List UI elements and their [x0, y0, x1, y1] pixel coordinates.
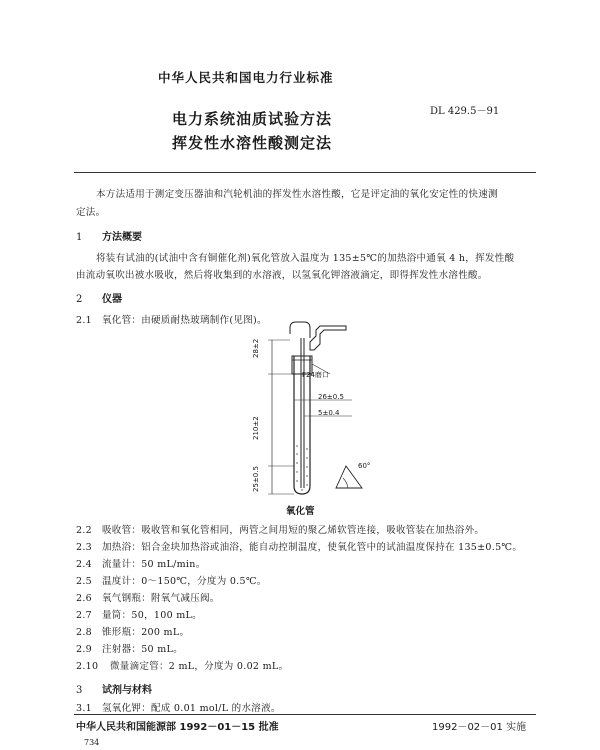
item-2-9: [76, 641, 183, 655]
footer-divider: [74, 714, 536, 715]
section-title: 仪器: [102, 294, 122, 305]
item-text: 吸收管：吸收管和氧化管相同，两管之间用短的聚乙烯软管连接，吸收管装在加热浴外。: [102, 525, 485, 536]
item-text: 氧化管：由硬质耐热玻璃制作(见图)。: [102, 315, 267, 326]
top-inlet: [290, 322, 310, 338]
item-number: 2.2: [76, 525, 93, 536]
side-arm: [310, 326, 346, 350]
header-divider: [74, 172, 536, 173]
item-2-6: [76, 590, 220, 604]
implementation-date: 1992－02－01 实施: [432, 722, 527, 733]
label-angle: 60°: [358, 462, 371, 470]
item-2-5: [76, 573, 267, 587]
item-text: 氧气钢瓶：附氧气减压阀。: [102, 593, 220, 604]
oxidation-tube-figure: [250, 316, 380, 500]
item-2-4: [76, 556, 206, 570]
item-number: 2.3: [76, 542, 93, 553]
item-number: 3.1: [76, 703, 93, 714]
approval-info: 中华人民共和国能源部 1992－01－15 批准: [76, 722, 279, 733]
section-1-heading: [76, 228, 142, 243]
item-number: 2.6: [76, 593, 93, 604]
document-title-line1: 电力系统油质试验方法: [172, 110, 333, 128]
section-number: 1: [76, 232, 83, 243]
label-outer-diameter: 26±0.5: [318, 393, 344, 401]
item-2-3: [76, 539, 522, 553]
intro-line2: 定法。: [76, 207, 106, 218]
item-2-1: [76, 312, 267, 326]
standard-title: 中华人民共和国电力行业标准: [158, 70, 334, 85]
label-height-top: 28±2: [252, 338, 260, 358]
intro-line1: 本方法适用于测定变压器油和汽轮机油的挥发性水溶性酸，它是评定油的氧化安定性的快速测: [96, 189, 498, 200]
item-text: 注射器：50 mL。: [102, 644, 183, 655]
item-3-1: [76, 700, 281, 714]
item-2-10: [76, 658, 288, 672]
item-text: 量筒：50，100 mL。: [102, 610, 202, 621]
item-number: 2.7: [76, 610, 93, 621]
item-text: 微量滴定管：2 mL，分度为 0.02 mL。: [110, 661, 289, 672]
item-text: 流量计：50 mL/min。: [102, 559, 206, 570]
section-title: 方法概要: [102, 232, 142, 243]
oil-sample: [296, 445, 307, 490]
item-2-2: [76, 522, 484, 536]
figure-caption: 氧化管: [286, 506, 315, 517]
item-text: 锥形瓶：200 mL。: [102, 627, 190, 638]
label-ground-joint: F24磨口: [302, 371, 329, 379]
section-3-heading: [76, 681, 152, 696]
document-title-line2: 挥发性水溶性酸测定法: [172, 134, 333, 152]
section-title: 试剂与材料: [102, 685, 152, 696]
item-number: 2.10: [76, 661, 99, 672]
item-number: 2.5: [76, 576, 93, 587]
section-1-text-line1: 将装有试油的(试油中含有铜催化剂)氧化管放入温度为 135±5℃的加热浴中通氧 4 h，挥发性酸: [96, 253, 515, 264]
item-number: 2.8: [76, 627, 93, 638]
section-1-text-line2: 由流动氧吹出被水吸收，然后将收集到的水溶液，以氢氧化钾溶液滴定，即得挥发性水溶性酸。: [76, 270, 488, 281]
label-inner-diameter: 5±0.4: [318, 409, 340, 417]
item-number: 2.1: [76, 315, 93, 326]
item-number: 2.4: [76, 559, 93, 570]
page-number: 734: [84, 738, 100, 747]
standard-code: DL 429.5－91: [430, 106, 500, 117]
item-2-8: [76, 624, 189, 638]
item-text: 温度计：0～150℃，分度为 0.5℃。: [102, 576, 267, 587]
label-height-bottom: 25±0.5: [252, 466, 260, 492]
section-2-heading: [76, 290, 122, 305]
label-height-mid: 210±2: [252, 416, 260, 440]
item-text: 氢氧化钾：配成 0.01 mol/L 的水溶液。: [102, 703, 281, 714]
item-number: 2.9: [76, 644, 93, 655]
section-number: 3: [76, 685, 83, 696]
item-text: 加热浴：铝合金块加热浴或油浴，能自动控制温度，使氧化管中的试油温度保持在 135±0.5℃。: [102, 542, 523, 553]
section-number: 2: [76, 294, 83, 305]
item-2-7: [76, 607, 202, 621]
